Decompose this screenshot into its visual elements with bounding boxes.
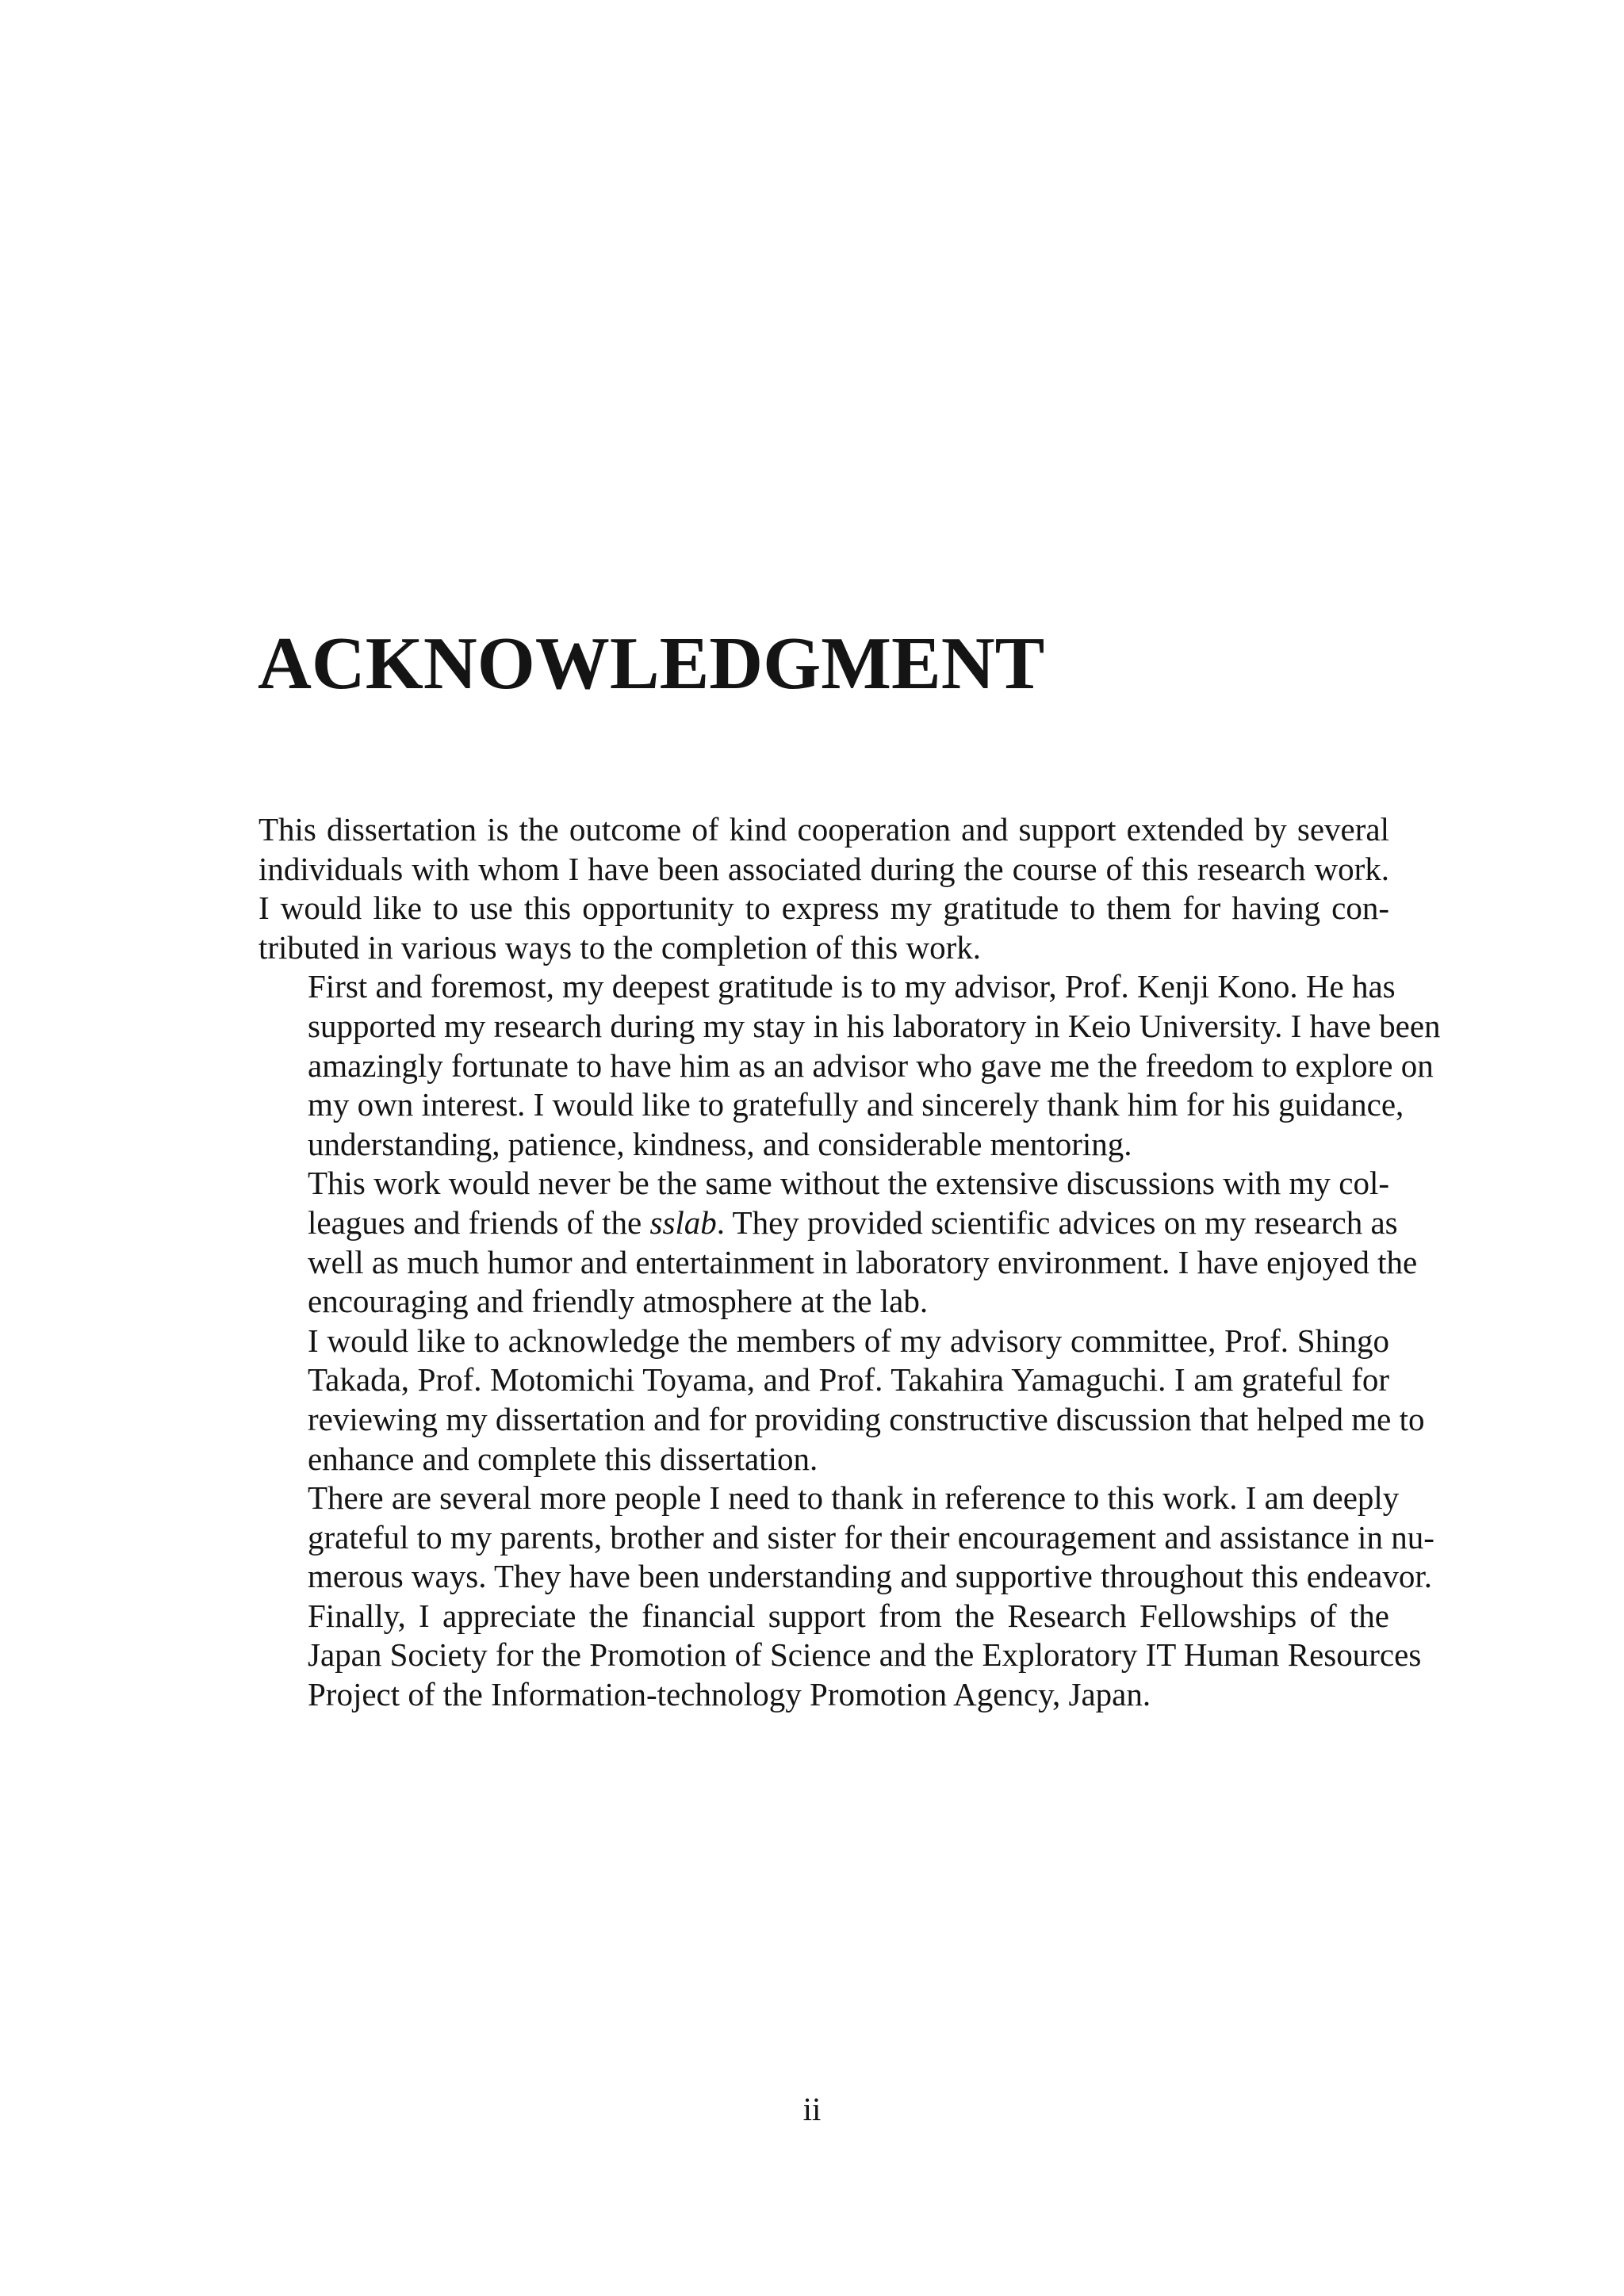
text-line: enhance and complete this dissertation. xyxy=(308,1440,818,1477)
text-line: reviewing my dissertation and for providing constructive discussion that helped me to xyxy=(308,1400,1425,1437)
text-line: Japan Society for the Promotion of Science and the Exploratory IT Human Resources xyxy=(308,1636,1422,1674)
text-line: tributed in various ways to the completion of this work. xyxy=(259,928,981,966)
paragraph-3 xyxy=(259,1164,1418,1321)
text-line: This work would never be the same without the extensive discussions with my col- xyxy=(308,1165,1389,1202)
paragraph-2 xyxy=(259,967,1441,1164)
text-line: understanding, patience, kindness, and considerable mentoring. xyxy=(308,1125,1132,1162)
paragraph-4 xyxy=(259,1322,1425,1479)
page-number: ii xyxy=(802,2091,822,2127)
text-line: There are several more people I need to thank in reference to this work. I am deeply xyxy=(308,1479,1400,1517)
paragraph-1 xyxy=(259,810,1389,967)
text-line: merous ways. They have been understanding and supportive throughout this endeavor. xyxy=(308,1558,1432,1595)
text-line: This dissertation is the outcome of kind cooperation and support extended by several xyxy=(259,811,1389,848)
text-line: I would like to use this opportunity to express my gratitude to them for having con- xyxy=(259,890,1389,927)
text-line: Project of the Information-technology Promotion Agency, Japan. xyxy=(308,1676,1151,1713)
text-line: First and foremost, my deepest gratitude is to my advisor, Prof. Kenji Kono. He has xyxy=(308,968,1396,1005)
text-line: individuals with whom I have been associated during the course of this research work. xyxy=(259,850,1389,887)
paragraph-5 xyxy=(259,1479,1434,1597)
lab-name-emphasis: sslab xyxy=(649,1203,717,1241)
text-line: I would like to acknowledge the members of my advisory committee, Prof. Shingo xyxy=(308,1322,1389,1359)
text-line: Finally, I appreciate the financial support from the Research Fellowships of the xyxy=(308,1597,1389,1634)
paragraph-6 xyxy=(259,1597,1422,1715)
text-line: leagues and friends of the sslab. They provided scientific advices on my research as xyxy=(308,1203,1398,1241)
text-line: Takada, Prof. Motomichi Toyama, and Prof. Takahira Yamaguchi. I am grateful for xyxy=(308,1361,1389,1399)
page-title: ACKNOWLEDGMENT xyxy=(258,622,1045,705)
acknowledgment-body xyxy=(259,810,1441,1715)
text-line: encouraging and friendly atmosphere at the lab. xyxy=(308,1283,929,1320)
text-line: well as much humor and entertainment in laboratory environment. I have enjoyed the xyxy=(308,1243,1418,1280)
text-line: amazingly fortunate to have him as an advisor who gave me the freedom to explore on xyxy=(308,1047,1434,1084)
text-line: my own interest. I would like to gratefully and sincerely thank him for his guidance, xyxy=(308,1086,1404,1123)
text-line: supported my research during my stay in his laboratory in Keio University. I have been xyxy=(308,1007,1441,1044)
text-line: grateful to my parents, brother and sister for their encouragement and assistance in nu- xyxy=(308,1518,1434,1556)
